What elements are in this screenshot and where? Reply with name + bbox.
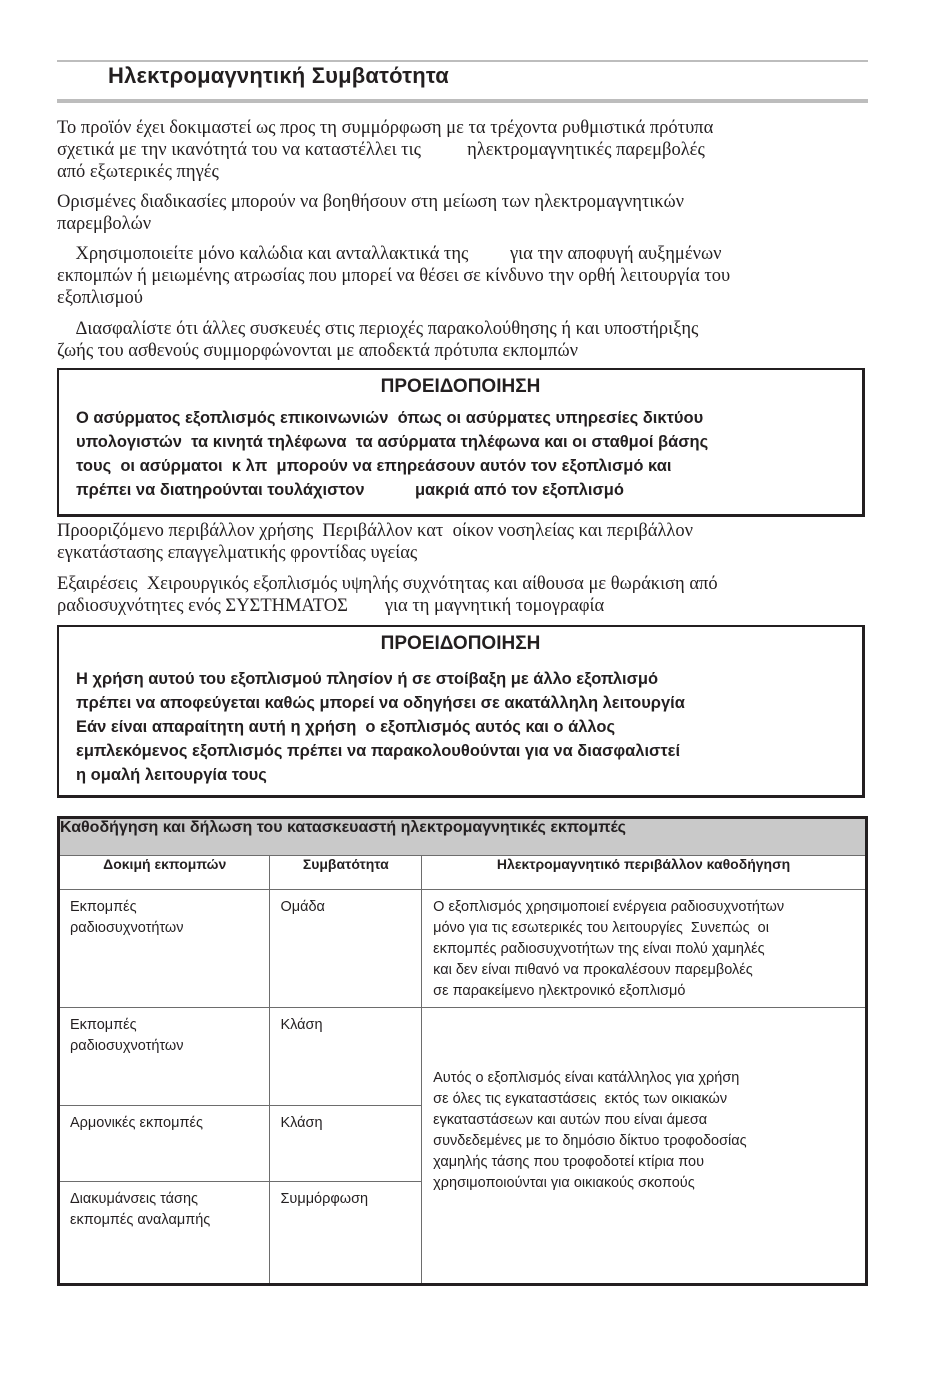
warning-box-wireless	[57, 368, 865, 517]
table-row	[59, 1008, 867, 1106]
column-header-compliance: Συμβατότητα	[270, 856, 422, 890]
warning-text: Ο ασύρματος εξοπλισμός επικοινωνιών όπως οι ασύρματες υπηρεσίες δικτύου υπολογιστών τα κινητά τηλέφωνα τα ασύρματα τηλέφωνα και οι σταθμοί βάσης τους οι ασύρματοι κ λπ μπορούν να επηρεάσουν αυτόν τον εξοπλισμό και πρέπει να διατηρούνται τουλάχιστον μακριά από τον εξοπλισμό	[76, 409, 709, 499]
warning-box-stacking	[57, 625, 865, 798]
paragraph-environment: Προοριζόμενο περιβάλλον χρήσης Περιβάλλον κατ οίκον νοσηλείας και περιβάλλον εγκατάστασης επαγγελματικής φροντίδας υγείας	[57, 521, 694, 563]
column-header-test: Δοκιμή εκπομπών	[59, 856, 270, 890]
emissions-table	[57, 816, 868, 1286]
warning-text: Η χρήση αυτού του εξοπλισμού πλησίον ή σε στοίβαξη με άλλο εξοπλισμό πρέπει να αποφεύγεται καθώς μπορεί να οδηγήσει σε ακατάλληλη λειτουργία Εάν είναι απαραίτητη αυτή η χρήση ο εξοπλισμός αυτός και ο άλλος εμπλεκόμενος εξοπλισμός πρέπει να παρακολουθούνται για να διασφαλιστεί η ομαλή λειτουργία τους	[76, 670, 685, 784]
paragraph-cables: Χρησιμοποιείτε μόνο καλώδια και ανταλλακτικά της για την αποφυγή αυξημένων εκπομπών ή μειωμένης ατρωσίας που μπορεί να θέσει σε κίνδυνο την ορθή λειτουργία του εξοπλισμού	[57, 244, 731, 308]
cell-compliance: Κλάση	[280, 1017, 323, 1033]
cell-test: Εκπομπές ραδιοσυχνοτήτων	[70, 1017, 184, 1054]
top-rule	[57, 60, 868, 62]
table-caption-row	[59, 818, 867, 856]
cell-compliance: Ομάδα	[280, 899, 325, 915]
cell-guidance-merged: Αυτός ο εξοπλισμός είναι κατάλληλος για χρήση σε όλες τις εγκαταστάσεις εκτός των οικιακών εγκαταστάσεων και αυτών που είναι άμεσα συνδεδεμένες με το δημόσιο δίκτυο τροφοδοσίας χαμηλής τάσης που τροφοδοτεί κτίρια που χρησιμοποιούνται για οικιακούς σκοπούς	[433, 1069, 747, 1191]
table-header-row	[59, 856, 867, 890]
cell-compliance: Κλάση	[280, 1115, 323, 1131]
cell-test: Εκπομπές ραδιοσυχνοτήτων	[70, 899, 184, 936]
cell-guidance: Ο εξοπλισμός χρησιμοποιεί ενέργεια ραδιοσυχνοτήτων μόνο για τις εσωτερικές του λειτουργίες Συνεπώς οι εκπομπές ραδιοσυχνοτήτων της είναι πολύ χαμηλές και δεν είναι πιθανό να προκαλέσουν παρεμβολές σε παρακείμενο ηλεκτρονικό εξοπλισμό	[433, 899, 785, 999]
paragraph-exceptions: Εξαιρέσεις Χειρουργικός εξοπλισμός υψηλής συχνότητας και αίθουσα με θωράκιση από ραδιοσυχνότητες ενός ΣΥΣΤΗΜΑΤΟΣ για τη μαγνητική τομογραφία	[57, 574, 718, 616]
paragraph-procedures: Ορισμένες διαδικασίες μπορούν να βοηθήσουν στη μείωση των ηλεκτρομαγνητικών παρεμβολών	[57, 192, 684, 234]
cell-compliance: Συμμόρφωση	[280, 1191, 369, 1207]
warning-title: ΠΡΟΕΙΔΟΠΟΙΗΣΗ	[380, 376, 541, 397]
title-underline	[57, 99, 868, 103]
cell-test: Αρμονικές εκπομπές	[70, 1115, 203, 1131]
page-title: Ηλεκτρομαγνητική Συμβατότητα	[108, 63, 449, 88]
table-caption: Καθοδήγηση και δήλωση του κατασκευαστή ηλεκτρομαγνητικές εκπομπές	[59, 818, 867, 856]
table-row	[59, 890, 867, 1008]
paragraph-other-devices: Διασφαλίστε ότι άλλες συσκευές στις περιοχές παρακολούθησης ή και υποστήριξης ζωής του ασθενούς συμμορφώνονται με αποδεκτά πρότυπα εκπομπών	[57, 319, 699, 361]
warning-title: ΠΡΟΕΙΔΟΠΟΙΗΣΗ	[380, 633, 541, 654]
column-header-guidance: Ηλεκτρομαγνητικό περιβάλλον καθοδήγηση	[422, 856, 867, 890]
paragraph-compliance: Το προϊόν έχει δοκιμαστεί ως προς τη συμμόρφωση με τα τρέχοντα ρυθμιστικά πρότυπα σχετικά με την ικανότητά του να καταστέλλει τις ηλεκτρομαγνητικές παρεμβολές από εξωτερικές πηγές	[57, 118, 714, 182]
cell-test: Διακυμάνσεις τάσης εκπομπές αναλαμπής	[70, 1191, 211, 1228]
